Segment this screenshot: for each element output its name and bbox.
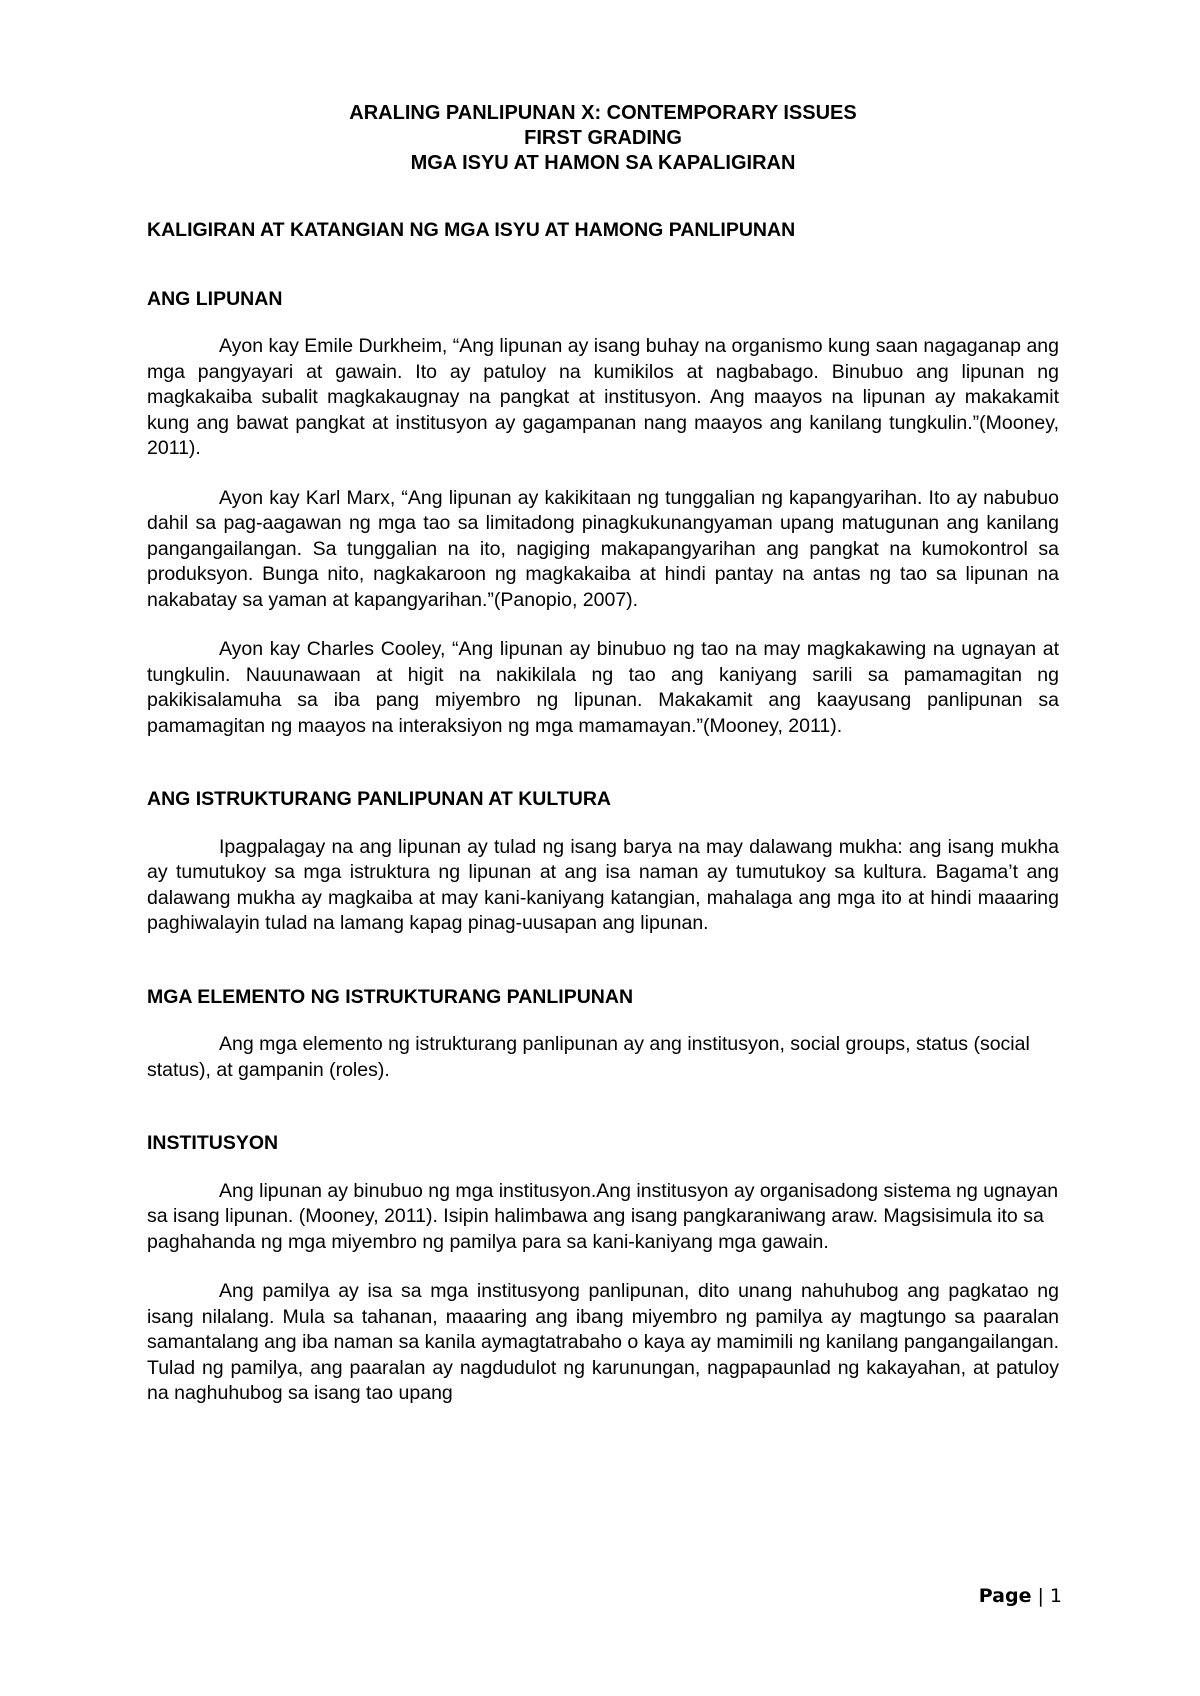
page-content bbox=[147, 101, 1059, 1407]
section-heading-ang-lipunan: ANG LIPUNAN bbox=[147, 287, 283, 310]
paragraph-institusyon-1: Ang lipunan ay binubuo ng mga institusyon.Ang institusyon ay organisadong sistema ng ugnayan sa isang lipunan. (Mooney, 2011). Isipin halimbawa ang isang pangkaraniwang araw. Magsisimula ito sa paghahanda ng mga miyembro ng pamilya para sa kani-kaniyang mga gawain. bbox=[147, 1179, 1059, 1253]
section-heading-istruktura: ANG ISTRUKTURANG PANLIPUNAN AT KULTURA bbox=[147, 788, 611, 810]
section-heading-elemento: MGA ELEMENTO NG ISTRUKTURANG PANLIPUNAN bbox=[147, 985, 634, 1008]
paragraph-institusyon-2: Ang pamilya ay isa sa mga institusyong panlipunan, dito unang nahuhubog ang pagkatao ng isang nilalang. Mula sa tahanan, maaaring ang ibang miyembro ng pamilya ay magtungo sa paaralan samantalang ang iba naman sa kanila aymagtatrabaho o kaya ay mamimili ng kanilang pangangailangan. Tulad ng pamilya, ang paaralan ay nagdudulot ng karunungan, nagpapaunlad ng kakayahan, at patuloy na naghuhubog sa isang tao upang bbox=[147, 1280, 1059, 1404]
section-heading-institusyon: INSTITUSYON bbox=[147, 1132, 279, 1154]
paragraph-cooley: Ayon kay Charles Cooley, “Ang lipunan ay binubuo ng tao na may magkakawing na ugnayan at tungkulin. Nauunawaan at higit na nakikilala ng tao ang kaniyang sarili sa pamamagitan ng pakikisalamuha sa iba pang miyembro ng lipunan. Makakamit ang kaayusang panlipunan sa pamamagitan ng maayos na interaksiyon ng mga mamamayan.”(Mooney, 2011). bbox=[147, 638, 1059, 737]
title-line-2: FIRST GRADING bbox=[524, 127, 682, 149]
page-number: 1 bbox=[1049, 1585, 1062, 1607]
page-footer bbox=[979, 1584, 1062, 1608]
paragraph-marx: Ayon kay Karl Marx, “Ang lipunan ay kakikitaan ng tunggalian ng kapangyarihan. Ito ay nabubuo dahil sa pag-aagawan ng mga tao sa limitadong pinagkukunangyaman upang matugunan ang kanilang pangangailangan. Sa tunggalian na ito, nagiging makapangyarihan ang pangkat na kumokontrol sa produksyon. Bunga nito, nagkakaroon ng magkakaiba at hindi pantay na antas ng tao sa lipunan na nakabatay sa yaman at kapangyarihan.”(Panopio, 2007). bbox=[147, 486, 1059, 611]
paragraph-istruktura: Ipagpalagay na ang lipunan ay tulad ng isang barya na may dalawang mukha: ang isang mukha ay tumutukoy sa mga istruktura ng lipunan at ang isa naman ay tumutukoy sa kultura. Bagama’t ang dalawang mukha ay magkaiba at may kani-kaniyang katangian, mahalaga ang mga ito at hindi maaaring paghiwalayin tulad na lamang kapag pinag-uusapan ang lipunan. bbox=[147, 835, 1059, 934]
page-label: Page bbox=[978, 1585, 1032, 1607]
document-title-block bbox=[147, 101, 1059, 176]
title-line-1: ARALING PANLIPUNAN X: CONTEMPORARY ISSUES bbox=[349, 102, 857, 124]
main-section-heading: KALIGIRAN AT KATANGIAN NG MGA ISYU AT HAMONG PANLIPUNAN bbox=[147, 219, 796, 241]
paragraph-elemento: Ang mga elemento ng istrukturang panlipunan ay ang institusyon, social groups, status (social status), at gampanin (roles). bbox=[147, 1033, 1030, 1081]
paragraph-durkheim: Ayon kay Emile Durkheim, “Ang lipunan ay isang buhay na organismo kung saan nagaganap ang mga pangyayari at gawain. Ito ay patuloy na kumikilos at nagbabago. Binubuo ang lipunan ng magkakaiba subalit magkakaugnay na pangkat at institusyon. Ang maayos na lipunan ay makakamit kung ang bawat pangkat at institusyon ay gagampanan nang maayos ang kanilang tungkulin.”(Mooney, 2011). bbox=[147, 335, 1059, 459]
title-line-3: MGA ISYU AT HAMON SA KAPALIGIRAN bbox=[410, 152, 796, 174]
page-separator: | bbox=[1037, 1585, 1044, 1607]
